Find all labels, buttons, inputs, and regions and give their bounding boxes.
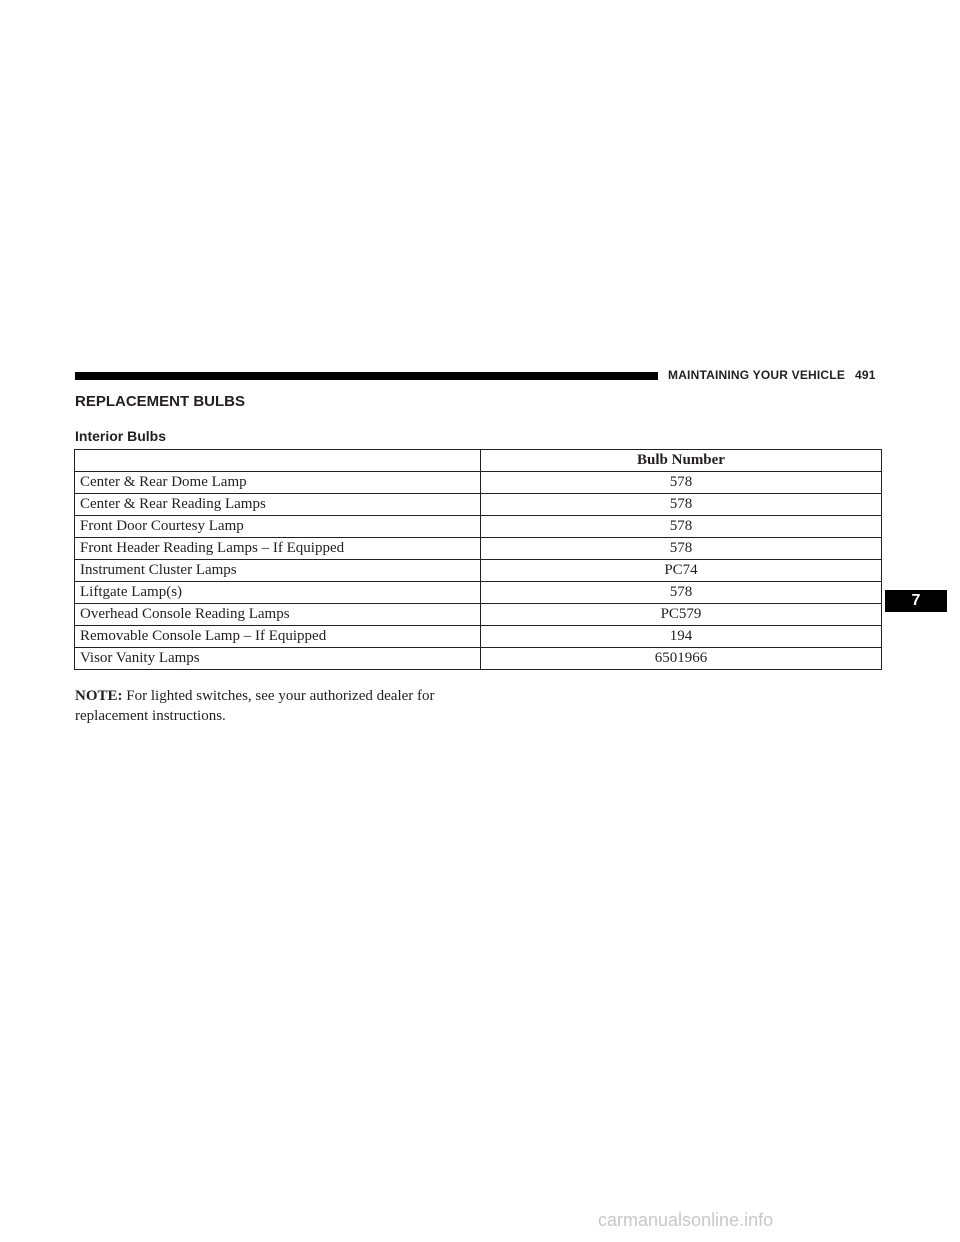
note-label: NOTE: (75, 688, 123, 704)
lamp-name: Center & Rear Reading Lamps (75, 494, 481, 516)
table-row (75, 516, 882, 538)
note-text: For lighted switches, see your authorized dealer for replacement instructions. (75, 688, 435, 724)
table-row (75, 582, 882, 604)
bulb-number: 578 (481, 516, 882, 538)
bulb-number: 578 (481, 582, 882, 604)
watermark-footer: carmanualsonline.info (598, 1210, 774, 1230)
lamp-name: Front Header Reading Lamps – If Equipped (75, 538, 481, 560)
lamp-name: Center & Rear Dome Lamp (75, 472, 481, 494)
bulb-number: PC579 (481, 604, 882, 626)
bulb-number: PC74 (481, 560, 882, 582)
chapter-tab: 7 (885, 590, 947, 612)
table-header-row (75, 450, 882, 472)
page-number: 491 (855, 368, 876, 382)
bulb-number: 194 (481, 626, 882, 648)
lamp-name: Front Door Courtesy Lamp (75, 516, 481, 538)
header-section: MAINTAINING YOUR VEHICLE (668, 368, 846, 382)
table-row (75, 626, 882, 648)
header-rule (75, 372, 658, 380)
subsection-title: Interior Bulbs (75, 428, 167, 444)
lamp-name: Instrument Cluster Lamps (75, 560, 481, 582)
note-paragraph (75, 686, 495, 726)
bulb-number: 578 (481, 494, 882, 516)
table-row (75, 538, 882, 560)
bulb-number: 578 (481, 472, 882, 494)
bulb-number: 6501966 (481, 648, 882, 670)
lamp-name: Overhead Console Reading Lamps (75, 604, 481, 626)
table-row (75, 560, 882, 582)
table-header-blank (75, 450, 481, 472)
section-title: REPLACEMENT BULBS (75, 393, 246, 410)
table-row (75, 648, 882, 670)
table-row (75, 604, 882, 626)
lamp-name: Liftgate Lamp(s) (75, 582, 481, 604)
bulb-number: 578 (481, 538, 882, 560)
interior-bulbs-table (74, 449, 882, 670)
lamp-name: Removable Console Lamp – If Equipped (75, 626, 481, 648)
lamp-name: Visor Vanity Lamps (75, 648, 481, 670)
running-header (668, 368, 876, 382)
table-row (75, 494, 882, 516)
table-row (75, 472, 882, 494)
bulb-number-header: Bulb Number (481, 450, 882, 472)
